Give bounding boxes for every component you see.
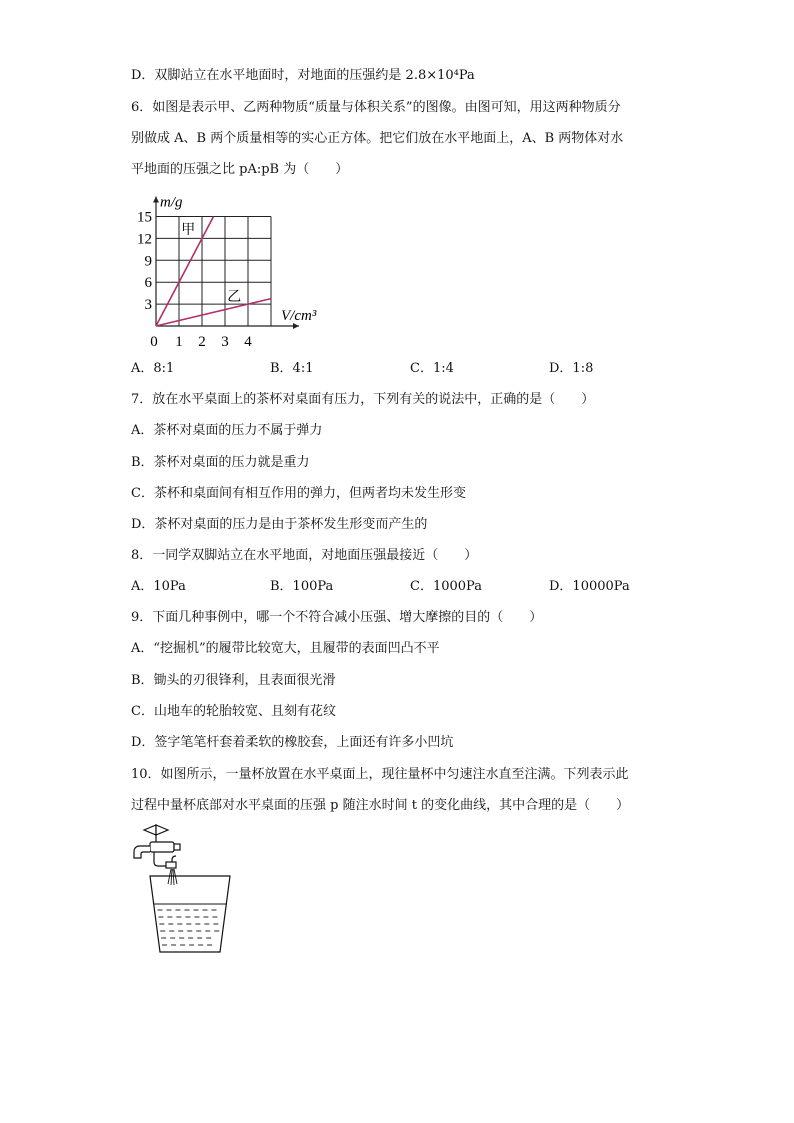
q8-option-b[interactable]: B．100Pa xyxy=(270,579,334,594)
chart-labels xyxy=(137,195,317,351)
q7-option-a[interactable]: A．茶杯对桌面的压力不属于弹力 xyxy=(131,423,323,438)
water-surface-lines xyxy=(154,904,227,945)
x-tick-label: 4 xyxy=(244,334,252,350)
y-tick-label: 15 xyxy=(137,209,152,226)
measuring-cup xyxy=(150,876,230,952)
series-line-2 xyxy=(156,299,271,326)
q6-option-c[interactable]: C．1:4 xyxy=(410,361,454,376)
q9-option-d[interactable]: D．签字笔笔杆套着柔软的橡胶套，上面还有许多小凹坑 xyxy=(131,735,454,750)
faucet-icon xyxy=(134,825,180,868)
q7-stem: 7．放在水平桌面上的茶杯对桌面有压力，下列有关的说法中，正确的是（ ） xyxy=(131,392,595,407)
chart-grid xyxy=(156,217,271,327)
q8-option-a[interactable]: A．10Pa xyxy=(131,579,186,594)
q10-stem-line-1: 10．如图所示，一量杯放置在水平桌面上，现往量杯中匀速注水直至注满。下列表示此 xyxy=(131,767,629,782)
q5-option-d: D．双脚站立在水平地面时，对地面的压强约是 2.8×10⁴Pa xyxy=(131,68,475,83)
q9-option-c[interactable]: C．山地车的轮胎较宽、且刻有花纹 xyxy=(131,704,336,719)
series-label-2: 乙 xyxy=(227,290,242,306)
q6-stem-line-1: 6．如图是表示甲、乙两种物质“质量与体积关系”的图像。由图可知，用这两种物质分 xyxy=(131,100,621,115)
x-tick-label: 1 xyxy=(175,334,183,350)
q6-stem-line-2: 别做成 A、B 两个质量相等的实心正方体。把它们放在水平地面上，A、B 两物体对水 xyxy=(131,131,624,146)
q6-option-d[interactable]: D．1:8 xyxy=(549,361,594,376)
q6-stem-line-3: 平地面的压强之比 pA:pB 为（ ） xyxy=(131,162,349,177)
q9-option-b[interactable]: B．锄头的刃很锋利，且表面很光滑 xyxy=(131,673,336,688)
x-tick-label: 3 xyxy=(221,334,229,350)
q6-option-a[interactable]: A．8:1 xyxy=(131,361,175,376)
series-label-1: 甲 xyxy=(181,223,196,239)
q7-option-d[interactable]: D．茶杯对桌面的压力是由于茶杯发生形变而产生的 xyxy=(131,517,428,532)
q10-stem-line-2: 过程中量杯底部对水平桌面的压强 p 随注水时间 t 的变化曲线，其中合理的是（ ） xyxy=(131,798,630,813)
x-tick-label: 0 xyxy=(150,334,158,350)
q8-option-c[interactable]: C．1000Pa xyxy=(410,579,482,594)
y-tick-label: 12 xyxy=(137,231,152,248)
faucet-cup-illustration xyxy=(126,822,236,960)
q7-option-b[interactable]: B．茶杯对桌面的压力就是重力 xyxy=(131,455,310,470)
q9-stem: 9．下面几种事例中，哪一个不符合减小压强、增大摩擦的目的（ ） xyxy=(131,610,543,625)
y-tick-label: 6 xyxy=(144,275,152,292)
mass-volume-chart xyxy=(120,188,340,356)
chart-series xyxy=(156,217,271,327)
x-axis-label: V/cm³ xyxy=(281,308,317,324)
q9-option-a[interactable]: A．“挖掘机”的履带比较宽大，且履带的表面凹凸不平 xyxy=(131,641,440,656)
y-axis-arrow xyxy=(153,197,159,203)
y-tick-label: 3 xyxy=(144,297,152,314)
x-tick-label: 2 xyxy=(198,334,206,350)
water-stream xyxy=(168,869,177,885)
q7-option-c[interactable]: C．茶杯和桌面间有相互作用的弹力，但两者均未发生形变 xyxy=(131,486,466,501)
q8-stem: 8．一同学双脚站立在水平地面，对地面压强最接近（ ） xyxy=(131,548,478,563)
q6-option-b[interactable]: B．4:1 xyxy=(270,361,314,376)
y-tick-label: 9 xyxy=(144,253,152,270)
y-axis-label: m/g xyxy=(160,194,183,211)
q8-option-d[interactable]: D．10000Pa xyxy=(549,579,630,594)
